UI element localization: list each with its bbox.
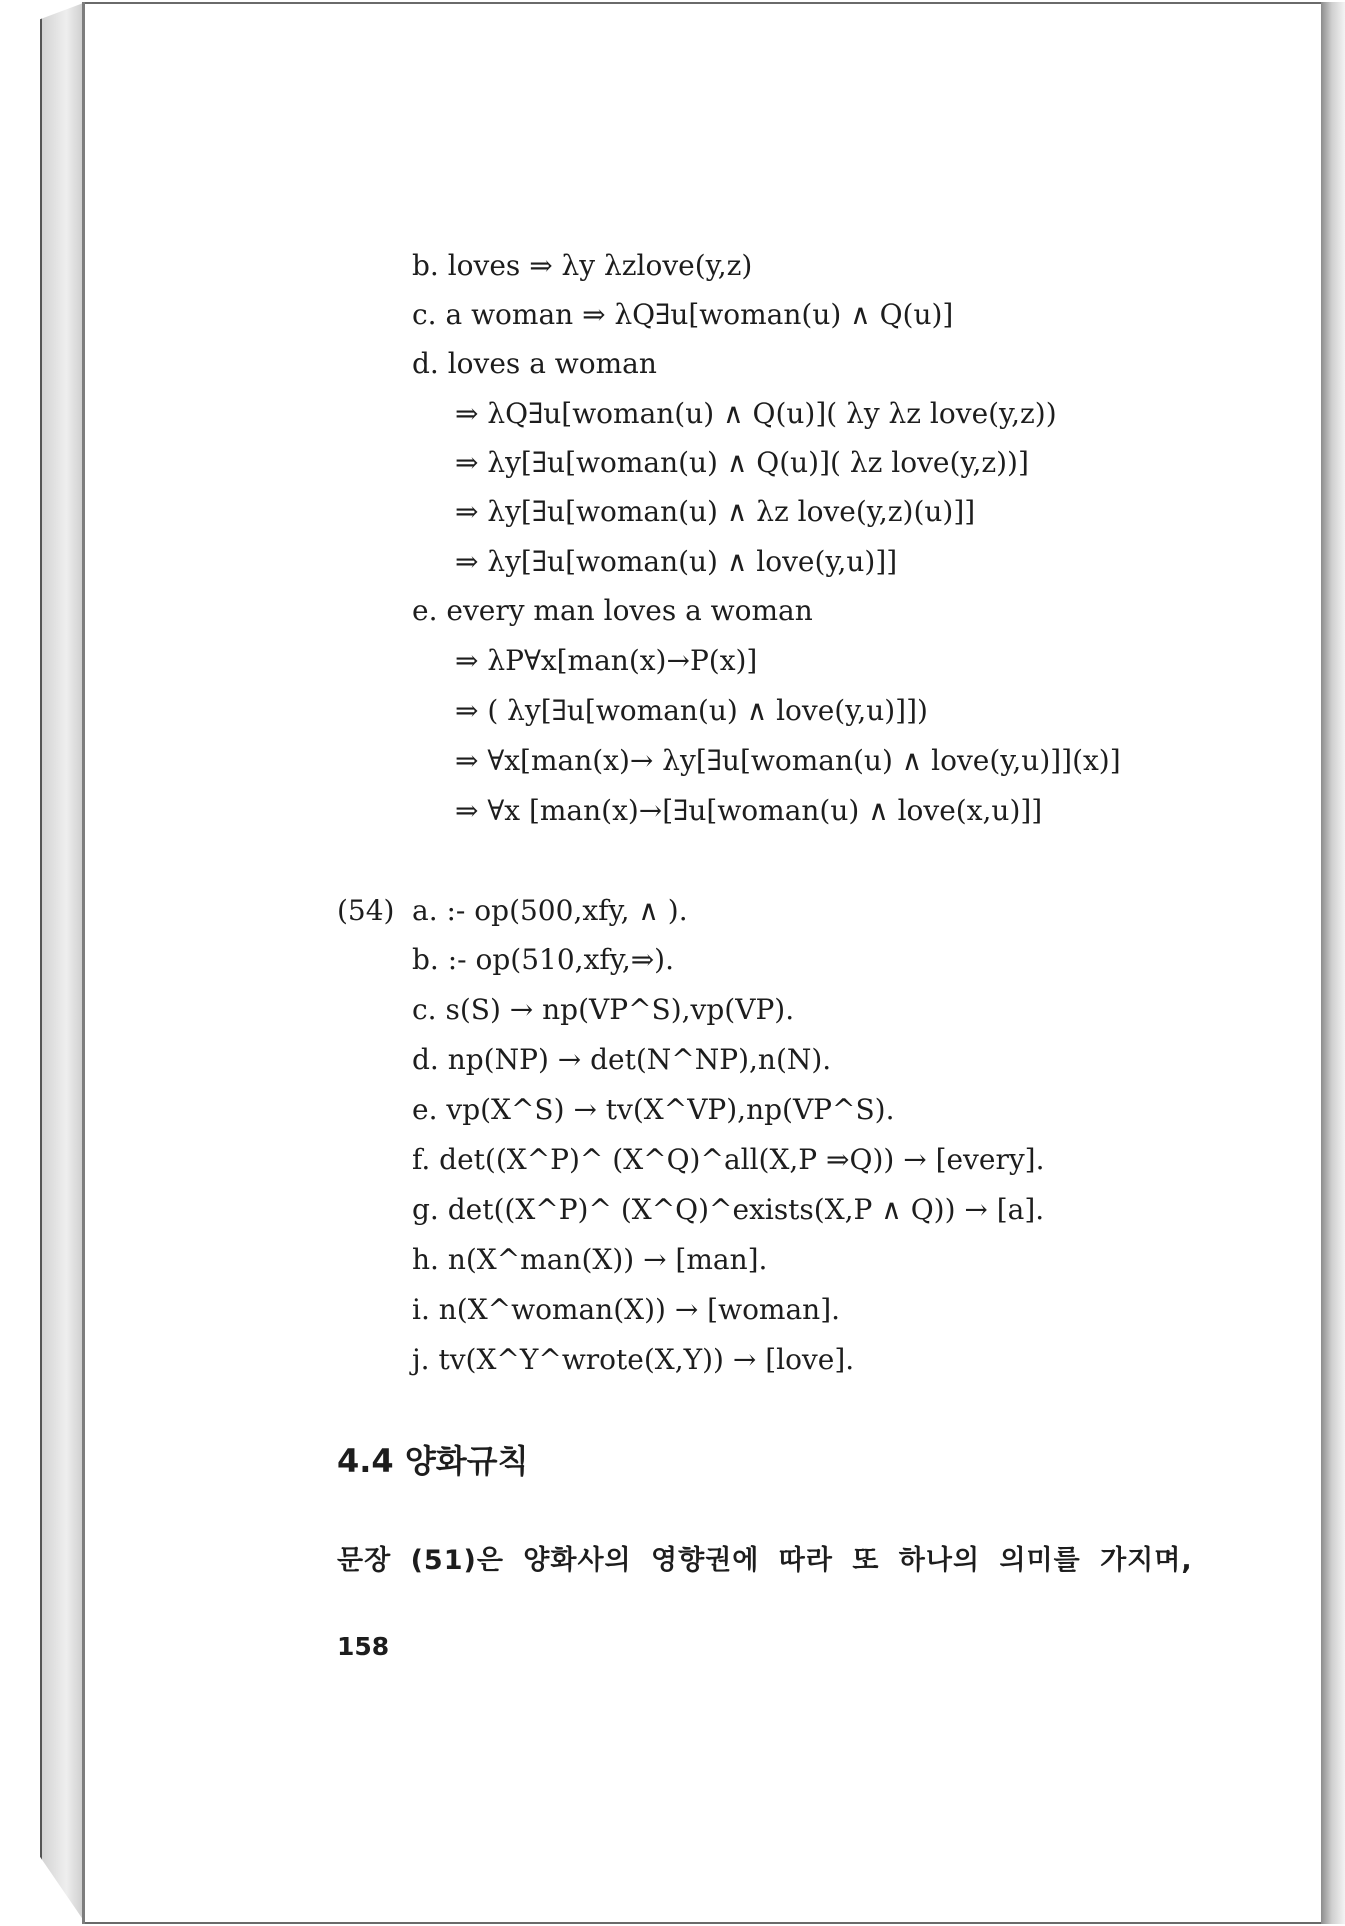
ex53-item-b: b. loves ⇒ λy λzlove(y,z) (412, 249, 753, 282)
ex53-item-d-step-2: ⇒ λy[∃u[woman(u) ∧ Q(u)]( λz love(y,z))] (455, 446, 1029, 479)
ex54-item-f: f. det((X^P)^ (X^Q)^all(X,P ⇒Q)) → [every]. (412, 1143, 1045, 1176)
ex54-item-i: i. n(X^woman(X)) → [woman]. (412, 1293, 841, 1326)
ex54-item-g: g. det((X^P)^ (X^Q)^exists(X,P ∧ Q)) → [a]. (412, 1193, 1045, 1226)
ex53-item-d-step-3: ⇒ λy[∃u[woman(u) ∧ λz love(y,z)(u)]] (455, 495, 976, 528)
ex53-item-e-step-4: ⇒ ∀x [man(x)→[∃u[woman(u) ∧ love(x,u)]] (455, 794, 1043, 827)
ex54-item-d: d. np(NP) → det(N^NP),n(N). (412, 1043, 832, 1076)
body-paragraph: 문장 (51)은 양화사의 영향권에 따라 또 하나의 의미를 가지며, (337, 1545, 1193, 1576)
ex53-item-e-heading: e. every man loves a woman (412, 594, 813, 627)
ex54-item-c: c. s(S) → np(VP^S),vp(VP). (412, 993, 795, 1026)
ex53-item-e-step-1: ⇒ λP∀x[man(x)→P(x)] (455, 644, 758, 677)
book-page (85, 2, 1321, 1924)
ex53-item-e-step-3: ⇒ ∀x[man(x)→ λy[∃u[woman(u) ∧ love(y,u)]](x)] (455, 744, 1121, 777)
ex54-item-e: e. vp(X^S) → tv(X^VP),np(VP^S). (412, 1093, 895, 1126)
ex54-item-h: h. n(X^man(X)) → [man]. (412, 1243, 768, 1276)
ex53-item-c: c. a woman ⇒ λQ∃u[woman(u) ∧ Q(u)] (412, 298, 954, 331)
ex54-item-b: b. :- op(510,xfy,⇒). (412, 943, 675, 976)
ex53-item-e-step-2: ⇒ ( λy[∃u[woman(u) ∧ love(y,u)]]) (455, 694, 928, 727)
ex54-item-a: a. :- op(500,xfy, ∧ ). (412, 894, 688, 927)
page-number: 158 (337, 1632, 390, 1661)
ex53-item-d-heading: d. loves a woman (412, 347, 657, 380)
ex53-item-d-step-1: ⇒ λQ∃u[woman(u) ∧ Q(u)]( λy λz love(y,z)) (455, 397, 1057, 430)
page-shadow (1321, 2, 1345, 1924)
ex53-item-d-step-4: ⇒ λy[∃u[woman(u) ∧ love(y,u)]] (455, 545, 898, 578)
book-spine-edge (40, 2, 86, 1924)
section-heading: 4.4 양화규칙 (337, 1442, 529, 1480)
ex54-item-j: j. tv(X^Y^wrote(X,Y)) → [love]. (412, 1343, 855, 1376)
ex54-number: (54) (337, 894, 395, 927)
